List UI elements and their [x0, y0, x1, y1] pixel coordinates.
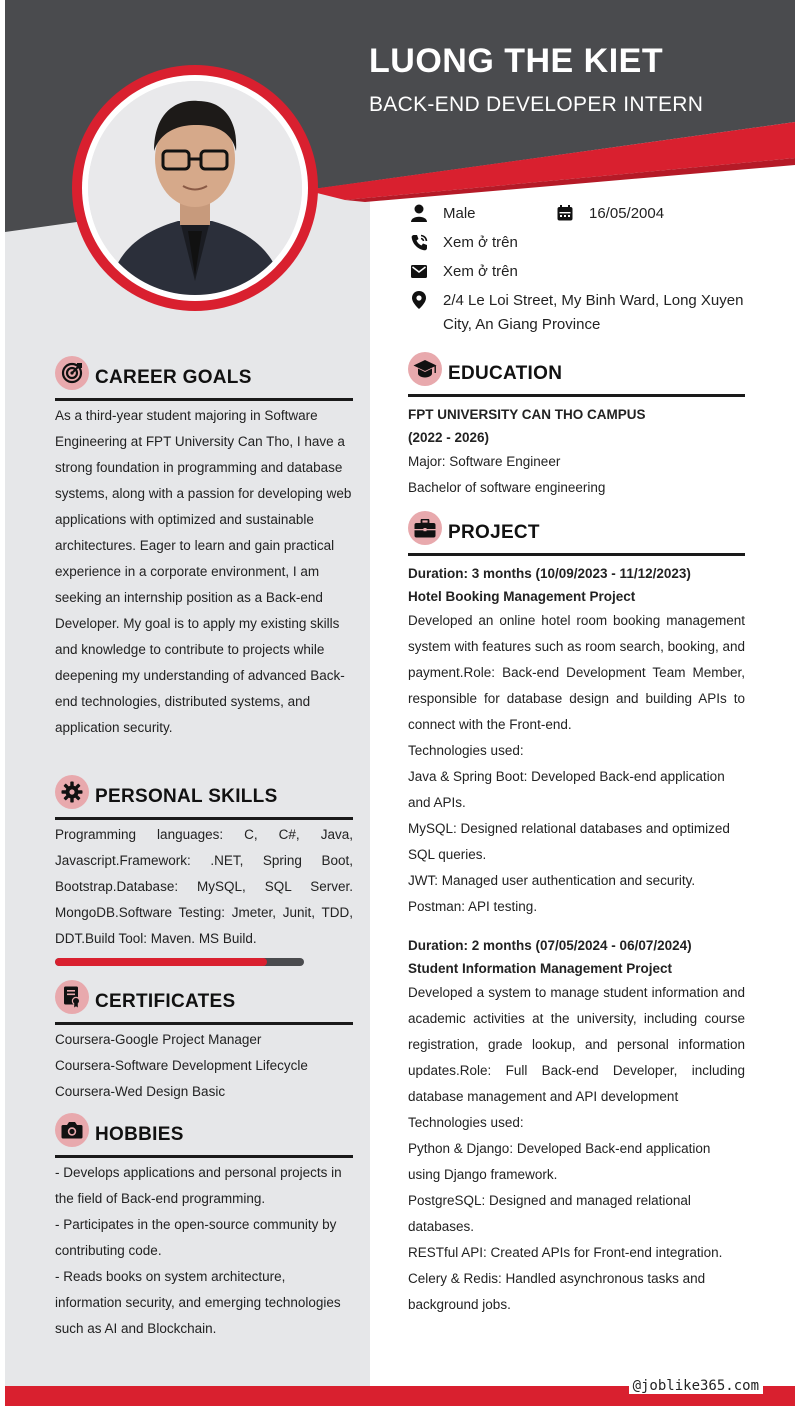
personal-skills-section — [55, 775, 353, 966]
camera-icon — [55, 1113, 89, 1147]
career-goals-section — [55, 356, 353, 741]
project-tech-item: Python & Django: Developed Back-end application using Django framework. — [408, 1141, 711, 1182]
school-name: FPT UNIVERSITY CAN THO CAMPUS — [408, 407, 646, 422]
graduation-cap-icon — [408, 352, 442, 386]
hobbies-title: HOBBIES — [95, 1124, 184, 1145]
address-row — [408, 289, 768, 337]
email-value[interactable]: Xem ở trên — [443, 263, 518, 280]
avatar — [88, 81, 302, 295]
phone-icon — [408, 231, 430, 253]
hobby-list — [55, 1160, 353, 1342]
target-icon — [55, 356, 89, 390]
candidate-name: LUONG THE KIET — [369, 42, 664, 80]
project-name: Hotel Booking Management Project — [408, 589, 636, 604]
project-item — [408, 562, 745, 920]
hobby-item: - Develops applications and personal projects in the field of Back-end programming. — [55, 1165, 342, 1206]
person-icon — [408, 202, 430, 224]
career-goals-text: As a third-year student majoring in Software Engineering at FPT University Can Tho, I have a strong foundation in programming and database systems, along with a passion for developing web applications with optimized and sustainable architectures. Eager to learn and gain practical experience in a corporate environment, I am seeking an internship position as a Back-end Developer. My goal is to apply my existing skills and knowledge to contribute to projects while deepening my understanding of advanced Back-end technologies, distributed systems, and application security. — [55, 408, 352, 735]
project-tech-label: Technologies used: — [408, 1115, 524, 1130]
candidate-title: BACK-END DEVELOPER INTERN — [369, 93, 704, 116]
personal-skills-title: PERSONAL SKILLS — [95, 786, 278, 807]
hobbies-section — [55, 1113, 353, 1342]
certificates-section — [55, 980, 353, 1105]
project-tech-item: MySQL: Designed relational databases and optimized SQL queries. — [408, 821, 730, 862]
project-tech-item: PostgreSQL: Designed and managed relational databases. — [408, 1193, 691, 1234]
project-tech-item: RESTful API: Created APIs for Front-end integration. — [408, 1245, 723, 1260]
project-tech-item: JWT: Managed user authentication and security. — [408, 873, 696, 888]
certificate-item: Coursera-Wed Design Basic — [55, 1084, 226, 1099]
project-tech-item: Postman: API testing. — [408, 899, 538, 914]
birthday-row — [554, 202, 664, 226]
calendar-icon — [554, 202, 576, 224]
birthday-value: 16/05/2004 — [589, 205, 665, 222]
certificate-list — [55, 1027, 353, 1105]
project-name: Student Information Management Project — [408, 961, 673, 976]
project-tech-label: Technologies used: — [408, 743, 524, 758]
project-tech-item: Celery & Redis: Handled asynchronous tasks and background jobs. — [408, 1271, 706, 1312]
envelope-icon — [408, 260, 430, 282]
skill-level-bar — [55, 958, 304, 966]
gear-icon — [55, 775, 89, 809]
gender-row — [408, 202, 476, 226]
briefcase-icon — [408, 511, 442, 545]
education-title: EDUCATION — [448, 363, 563, 384]
gender-value: Male — [443, 205, 476, 222]
project-item — [408, 934, 745, 1318]
project-description: Developed a system to manage student information and academic activities at the university, including course registration, grade lookup, and personal information updates.Role: Full Back-end Developer, including database management and API development — [408, 985, 745, 1104]
education-major: Major: Software Engineer — [408, 454, 561, 469]
certificates-title: CERTIFICATES — [95, 991, 236, 1012]
resume-page — [5, 0, 795, 1406]
phone-row — [408, 231, 518, 255]
project-duration: Duration: 2 months (07/05/2024 - 06/07/2024) — [408, 938, 692, 953]
project-tech-item: Java & Spring Boot: Developed Back-end application and APIs. — [408, 769, 725, 810]
personal-skills-text: Programming languages: C, C#, Java, Javascript.Framework: .NET, Spring Boot, Bootstrap.Database: MySQL, SQL Server. MongoDB.Software Testing: Jmeter, Junit, TDD, DDT.Build Tool: Maven. MS Build. — [55, 827, 353, 946]
hobby-item: - Reads books on system architecture, information security, and emerging technologies such as AI and Blockchain. — [55, 1269, 341, 1336]
phone-value[interactable]: Xem ở trên — [443, 234, 518, 251]
career-goals-title: CAREER GOALS — [95, 367, 252, 388]
education-section — [408, 352, 745, 501]
project-section — [408, 511, 745, 1318]
certificate-icon — [55, 980, 89, 1014]
certificate-item: Coursera-Software Development Lifecycle — [55, 1058, 308, 1073]
avatar-frame — [72, 65, 318, 311]
project-description: Developed an online hotel room booking management system with features such as room search, booking, and payment.Role: Back-end Development Team Member, responsible for database design and building APIs to connect with the Front-end. — [408, 613, 745, 732]
watermark[interactable]: @joblike365.com — [629, 1378, 763, 1394]
skill-level-fill — [55, 958, 267, 966]
address-value: 2/4 Le Loi Street, My Binh Ward, Long Xuyen City, An Giang Province — [443, 292, 744, 333]
email-row — [408, 260, 518, 284]
project-duration: Duration: 3 months (10/09/2023 - 11/12/2023) — [408, 566, 691, 581]
project-title: PROJECT — [448, 522, 540, 543]
certificate-item: Coursera-Google Project Manager — [55, 1032, 262, 1047]
education-degree: Bachelor of software engineering — [408, 480, 606, 495]
location-pin-icon — [408, 289, 430, 311]
hobby-item: - Participates in the open-source community by contributing code. — [55, 1217, 337, 1258]
school-years: (2022 - 2026) — [408, 430, 490, 445]
